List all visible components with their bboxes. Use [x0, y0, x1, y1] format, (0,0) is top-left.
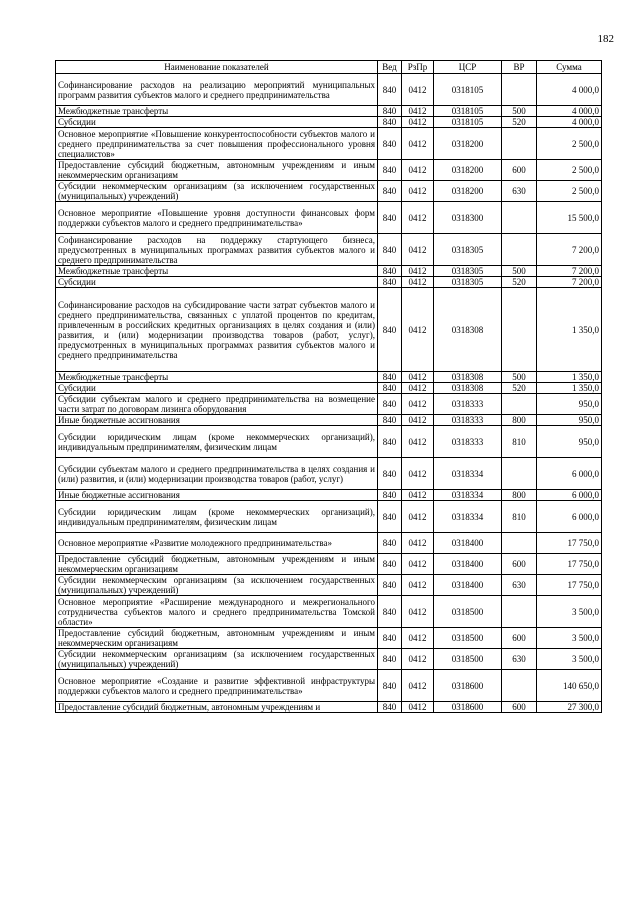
table-body: [56, 74, 602, 713]
row-csr: 0318105: [434, 74, 502, 106]
row-sum: 17 750,0: [537, 554, 602, 575]
row-rzpr: 0412: [402, 415, 434, 426]
row-csr: 0318305: [434, 277, 502, 288]
header-csr: ЦСР: [434, 61, 502, 74]
header-sum: Сумма: [537, 61, 602, 74]
table-row: [56, 202, 602, 234]
row-vr: 800: [502, 415, 537, 426]
row-rzpr: 0412: [402, 288, 434, 372]
row-name: Межбюджетные трансферты: [56, 266, 378, 277]
table-row: [56, 106, 602, 117]
row-ved: 840: [378, 277, 402, 288]
row-rzpr: 0412: [402, 383, 434, 394]
row-ved: 840: [378, 288, 402, 372]
row-csr: 0318308: [434, 372, 502, 383]
row-vr: [502, 128, 537, 160]
row-sum: 17 750,0: [537, 533, 602, 554]
row-csr: 0318305: [434, 234, 502, 266]
row-csr: 0318500: [434, 649, 502, 670]
row-sum: 4 000,0: [537, 106, 602, 117]
table-row: [56, 458, 602, 490]
row-name: Предоставление субсидий бюджетным, автономным учреждениям и иным некоммерческим организациям: [56, 160, 378, 181]
row-ved: 840: [378, 501, 402, 533]
row-ved: 840: [378, 266, 402, 277]
row-ved: 840: [378, 670, 402, 702]
row-vr: 630: [502, 181, 537, 202]
row-sum: 950,0: [537, 426, 602, 458]
row-vr: [502, 288, 537, 372]
row-sum: 3 500,0: [537, 596, 602, 628]
table-row: [56, 533, 602, 554]
table-row: [56, 490, 602, 501]
row-vr: [502, 74, 537, 106]
table-row: [56, 554, 602, 575]
row-sum: 7 200,0: [537, 277, 602, 288]
header-ved: Вед: [378, 61, 402, 74]
row-name: Субсидии: [56, 117, 378, 128]
row-name: Субсидии субъектам малого и среднего предпринимательства на возмещение части затрат по договорам лизинга оборудования: [56, 394, 378, 415]
row-csr: 0318300: [434, 202, 502, 234]
row-ved: 840: [378, 426, 402, 458]
row-vr: 500: [502, 372, 537, 383]
row-vr: 520: [502, 277, 537, 288]
row-csr: 0318334: [434, 501, 502, 533]
table-row: [56, 596, 602, 628]
row-csr: 0318105: [434, 106, 502, 117]
table-row: [56, 649, 602, 670]
row-name: Основное мероприятие «Расширение международного и межрегионального сотрудничества субъектов малого и среднего предпринимательства Томской области»: [56, 596, 378, 628]
row-ved: 840: [378, 702, 402, 713]
table-row: [56, 575, 602, 596]
table-row: [56, 160, 602, 181]
row-ved: 840: [378, 415, 402, 426]
table-row: [56, 702, 602, 713]
row-csr: 0318600: [434, 702, 502, 713]
row-name: Субсидии: [56, 383, 378, 394]
row-csr: 0318200: [434, 160, 502, 181]
row-ved: 840: [378, 575, 402, 596]
row-name: Субсидии некоммерческим организациям (за исключением государственных (муниципальных) учреждений): [56, 181, 378, 202]
row-rzpr: 0412: [402, 649, 434, 670]
header-vr: ВР: [502, 61, 537, 74]
table-row: [56, 277, 602, 288]
row-name: Субсидии субъектам малого и среднего предпринимательства в целях создания и (или) развития, и (или) модернизации производства товаров (работ, услуг): [56, 458, 378, 490]
table-row: [56, 372, 602, 383]
row-sum: 15 500,0: [537, 202, 602, 234]
row-sum: 6 000,0: [537, 458, 602, 490]
row-csr: 0318500: [434, 628, 502, 649]
row-name: Субсидии: [56, 277, 378, 288]
row-rzpr: 0412: [402, 458, 434, 490]
row-vr: [502, 533, 537, 554]
row-sum: 27 300,0: [537, 702, 602, 713]
row-rzpr: 0412: [402, 554, 434, 575]
row-name: Межбюджетные трансферты: [56, 106, 378, 117]
row-name: Субсидии некоммерческим организациям (за исключением государственных (муниципальных) учреждений): [56, 649, 378, 670]
row-vr: 600: [502, 702, 537, 713]
table-row: [56, 74, 602, 106]
row-name: Основное мероприятие «Создание и развитие эффективной инфраструктуры поддержки субъектов малого и среднего предпринимательства»: [56, 670, 378, 702]
row-vr: 800: [502, 490, 537, 501]
row-ved: 840: [378, 181, 402, 202]
row-sum: 6 000,0: [537, 501, 602, 533]
table-row: [56, 234, 602, 266]
row-name: Субсидии юридическим лицам (кроме некоммерческих организаций), индивидуальным предпринимателям, физическим лицам: [56, 501, 378, 533]
row-rzpr: 0412: [402, 277, 434, 288]
row-csr: 0318333: [434, 426, 502, 458]
row-csr: 0318400: [434, 554, 502, 575]
page-number: 182: [597, 33, 614, 45]
row-sum: 4 000,0: [537, 117, 602, 128]
row-sum: 3 500,0: [537, 649, 602, 670]
row-name: Основное мероприятие «Повышение конкурентоспособности субъектов малого и среднего предпринимательства за счет повышения профессионального уровня специалистов»: [56, 128, 378, 160]
row-ved: 840: [378, 106, 402, 117]
table-row: [56, 501, 602, 533]
row-name: Софинансирование расходов на реализацию мероприятий муниципальных программ развития субъектов малого и среднего предпринимательства: [56, 74, 378, 106]
table-row: [56, 383, 602, 394]
row-vr: 810: [502, 501, 537, 533]
row-sum: 17 750,0: [537, 575, 602, 596]
row-rzpr: 0412: [402, 501, 434, 533]
row-csr: 0318333: [434, 394, 502, 415]
row-name: Софинансирование расходов на субсидирование части затрат субъектов малого и среднего предпринимательства, связанных с уплатой процентов по кредитам, привлеченным в российских кредитных организациях в целях создания и (или) развития, и (или) модернизации производства товаров (работ, услуг), предусмотренных в муниципальных программах развития субъектов малого и среднего предпринимательства: [56, 288, 378, 372]
row-ved: 840: [378, 160, 402, 181]
row-vr: [502, 596, 537, 628]
row-csr: 0318200: [434, 181, 502, 202]
row-rzpr: 0412: [402, 202, 434, 234]
row-rzpr: 0412: [402, 702, 434, 713]
row-csr: 0318334: [434, 490, 502, 501]
table-row: [56, 628, 602, 649]
row-ved: 840: [378, 383, 402, 394]
row-sum: 6 000,0: [537, 490, 602, 501]
row-sum: 7 200,0: [537, 266, 602, 277]
row-name: Иные бюджетные ассигнования: [56, 490, 378, 501]
row-rzpr: 0412: [402, 575, 434, 596]
row-rzpr: 0412: [402, 117, 434, 128]
row-vr: 520: [502, 383, 537, 394]
table-row: [56, 426, 602, 458]
row-name: Предоставление субсидий бюджетным, автономным учреждениям и: [56, 702, 378, 713]
row-sum: 2 500,0: [537, 128, 602, 160]
row-csr: 0318308: [434, 288, 502, 372]
row-sum: 2 500,0: [537, 160, 602, 181]
row-csr: 0318305: [434, 266, 502, 277]
row-csr: 0318334: [434, 458, 502, 490]
row-ved: 840: [378, 649, 402, 670]
row-ved: 840: [378, 234, 402, 266]
row-vr: [502, 670, 537, 702]
table-row: [56, 128, 602, 160]
row-sum: 3 500,0: [537, 628, 602, 649]
row-name: Софинансирование расходов на поддержку стартующего бизнеса, предусмотренных в муниципальных программах развития субъектов малого и среднего предпринимательства: [56, 234, 378, 266]
table-row: [56, 394, 602, 415]
row-name: Предоставление субсидий бюджетным, автономным учреждениям и иным некоммерческим организациям: [56, 554, 378, 575]
row-name: Межбюджетные трансферты: [56, 372, 378, 383]
table-row: [56, 670, 602, 702]
row-ved: 840: [378, 458, 402, 490]
row-rzpr: 0412: [402, 266, 434, 277]
row-ved: 840: [378, 74, 402, 106]
row-ved: 840: [378, 596, 402, 628]
row-vr: 630: [502, 575, 537, 596]
table-header-row: [56, 61, 602, 74]
row-rzpr: 0412: [402, 490, 434, 501]
row-sum: 2 500,0: [537, 181, 602, 202]
row-csr: 0318200: [434, 128, 502, 160]
row-name: Субсидии некоммерческим организациям (за исключением государственных (муниципальных) учреждений): [56, 575, 378, 596]
row-csr: 0318333: [434, 415, 502, 426]
row-csr: 0318600: [434, 670, 502, 702]
row-vr: 600: [502, 554, 537, 575]
row-vr: [502, 234, 537, 266]
table-row: [56, 288, 602, 372]
row-vr: 600: [502, 160, 537, 181]
row-csr: 0318500: [434, 596, 502, 628]
row-csr: 0318105: [434, 117, 502, 128]
row-ved: 840: [378, 628, 402, 649]
row-sum: 7 200,0: [537, 234, 602, 266]
row-vr: 810: [502, 426, 537, 458]
row-rzpr: 0412: [402, 74, 434, 106]
row-rzpr: 0412: [402, 128, 434, 160]
row-ved: 840: [378, 372, 402, 383]
row-sum: 950,0: [537, 394, 602, 415]
row-rzpr: 0412: [402, 426, 434, 458]
row-sum: 1 350,0: [537, 372, 602, 383]
row-rzpr: 0412: [402, 160, 434, 181]
row-ved: 840: [378, 490, 402, 501]
row-sum: 1 350,0: [537, 288, 602, 372]
row-ved: 840: [378, 394, 402, 415]
table-row: [56, 181, 602, 202]
row-name: Субсидии юридическим лицам (кроме некоммерческих организаций), индивидуальным предпринимателям, физическим лицам: [56, 426, 378, 458]
row-vr: [502, 394, 537, 415]
row-sum: 950,0: [537, 415, 602, 426]
row-ved: 840: [378, 533, 402, 554]
row-name: Основное мероприятие «Развитие молодежного предпринимательства»: [56, 533, 378, 554]
row-rzpr: 0412: [402, 181, 434, 202]
row-rzpr: 0412: [402, 394, 434, 415]
row-rzpr: 0412: [402, 628, 434, 649]
row-ved: 840: [378, 128, 402, 160]
row-vr: 600: [502, 628, 537, 649]
row-sum: 1 350,0: [537, 383, 602, 394]
row-vr: 630: [502, 649, 537, 670]
row-csr: 0318308: [434, 383, 502, 394]
table-row: [56, 117, 602, 128]
header-name: Наименование показателей: [56, 61, 378, 74]
row-sum: 4 000,0: [537, 74, 602, 106]
row-csr: 0318400: [434, 575, 502, 596]
row-ved: 840: [378, 554, 402, 575]
table-row: [56, 266, 602, 277]
row-rzpr: 0412: [402, 234, 434, 266]
budget-table: [55, 60, 602, 713]
row-ved: 840: [378, 117, 402, 128]
row-vr: [502, 202, 537, 234]
row-vr: 500: [502, 106, 537, 117]
row-vr: 520: [502, 117, 537, 128]
row-rzpr: 0412: [402, 372, 434, 383]
row-sum: 140 650,0: [537, 670, 602, 702]
header-rzpr: РзПр: [402, 61, 434, 74]
row-name: Основное мероприятие «Повышение уровня доступности финансовых форм поддержки субъектов малого и среднего предпринимательства»: [56, 202, 378, 234]
row-vr: 500: [502, 266, 537, 277]
row-rzpr: 0412: [402, 596, 434, 628]
row-rzpr: 0412: [402, 533, 434, 554]
table-row: [56, 415, 602, 426]
row-csr: 0318400: [434, 533, 502, 554]
row-ved: 840: [378, 202, 402, 234]
row-name: Иные бюджетные ассигнования: [56, 415, 378, 426]
row-rzpr: 0412: [402, 670, 434, 702]
row-name: Предоставление субсидий бюджетным, автономным учреждениям и иным некоммерческим организациям: [56, 628, 378, 649]
row-vr: [502, 458, 537, 490]
row-rzpr: 0412: [402, 106, 434, 117]
